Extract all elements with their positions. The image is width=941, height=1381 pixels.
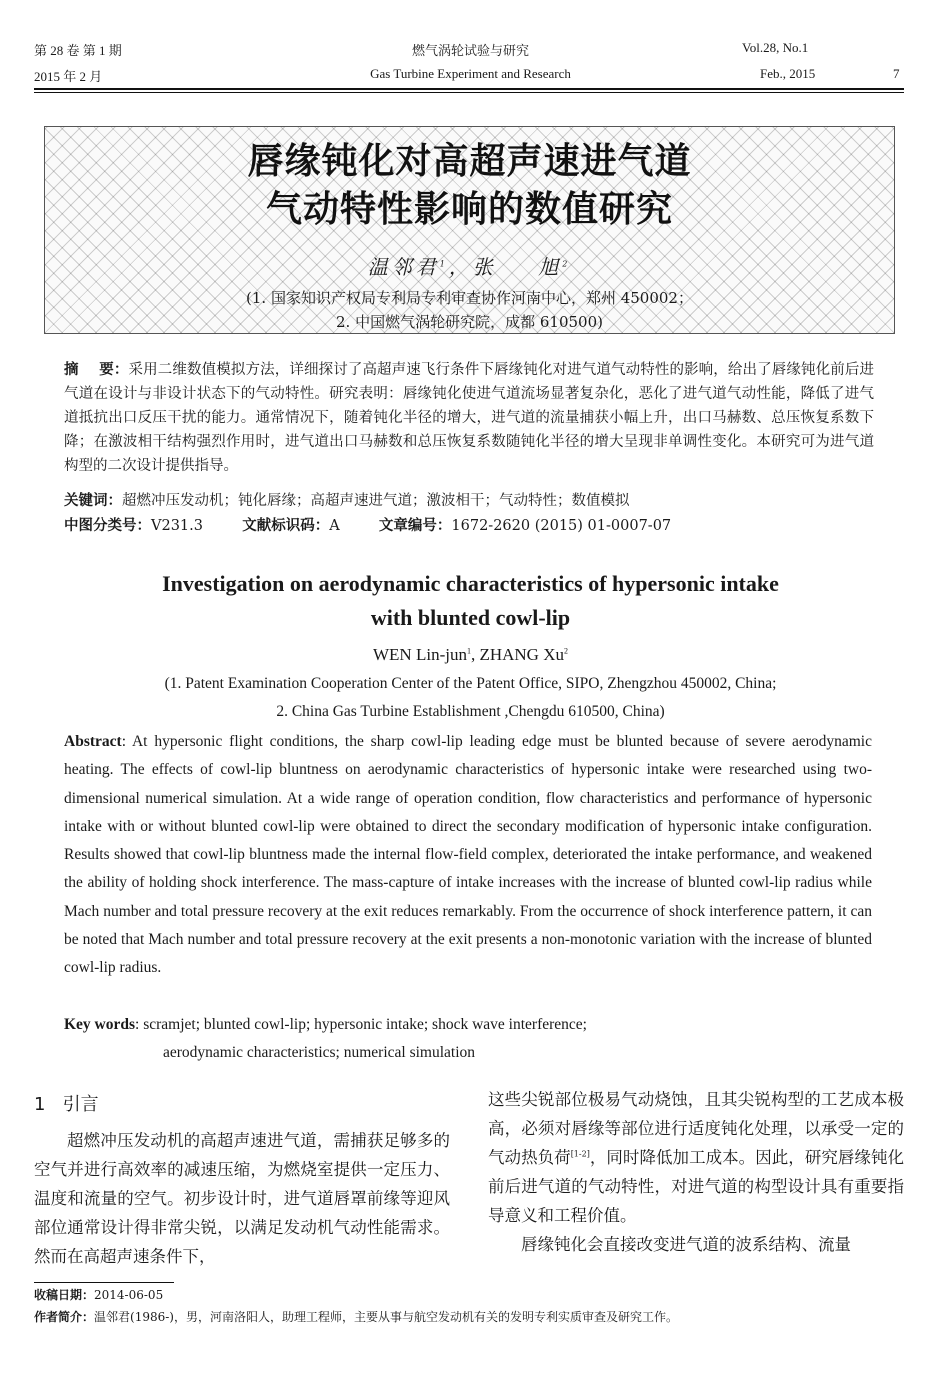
received-date: 收稿日期：2014-06-05 — [34, 1288, 164, 1302]
keywords-en-label: Key words — [64, 1016, 136, 1033]
keywords-en: Key words: scramjet; blunted cowl-lip; hypersonic intake; shock wave interference; — [64, 1016, 587, 1033]
author-bio: 作者简介：温邻君(1986-)，男，河南洛阳人，助理工程师，主要从事与航空发动机有关的发明专利实质审查及研究工作。 — [34, 1310, 678, 1324]
title-cn-line1: 唇缘钝化对高超声速进气道 — [247, 141, 692, 182]
date-cn: 2015 年 2 月 — [34, 69, 103, 84]
body-left-column: 超燃冲压发动机的高超声速进气道，需捕获足够多的空气并进行高效率的减速压缩，为燃烧室提供一定压力、温度和流量的空气。初步设计时，进气道唇罩前缘等迎风部位通常设计得非常尖锐，以满足发动机气动性能需求。然而在高超声速条件下， — [34, 1131, 450, 1266]
body-right-paragraph-2: 唇缘钝化会直接改变进气道的波系结构、流量 — [521, 1235, 851, 1254]
page-number: 7 — [893, 66, 900, 81]
footnote-rule — [34, 1282, 174, 1283]
abstract-en-label: Abstract — [64, 733, 122, 750]
keywords-en-line2: aerodynamic characteristics; numerical simulation — [163, 1044, 476, 1061]
body-right-column: 这些尖锐部位极易气动烧蚀，且其尖锐构型的工艺成本极高，必须对唇缘等部位进行适度钝化处理，以承受一定的气动热负荷[1-2]，同时降低加工成本。因此，研究唇缘钝化前后进气道的气动特性，对进气道的构型设计具有重要指导意义和工程价值。 唇缘钝化会直接改变进气道的波系结构、流量 — [488, 1085, 904, 1259]
section-heading: 1 引言 — [34, 1094, 99, 1115]
affiliation-cn-2: 2. 中国燃气涡轮研究院，成都 610500) — [336, 313, 603, 331]
volume-en: Vol.28, No.1 — [742, 40, 809, 55]
title-box — [44, 126, 895, 334]
authors-en: WEN Lin-jun$^1$, ZHANG Xu$^2$ — [373, 645, 568, 664]
affiliation-en-1: (1. Patent Examination Cooperation Center of the Patent Office, SIPO, Zhengzhou 450002, China; — [164, 675, 777, 692]
affiliation-en-2: 2. China Gas Turbine Establishment ,Chengdu 610500, China) — [276, 703, 665, 720]
affiliation-cn-1: (1. 国家知识产权局专利局专利审查协作河南中心，郑州 450002； — [246, 289, 693, 307]
header-rule — [34, 88, 904, 90]
date-en: Feb., 2015 — [760, 66, 816, 81]
authors-cn: 温邻君$^1$，张 旭$^2$ — [367, 255, 572, 279]
citation-ref: [1-2] — [570, 1149, 590, 1159]
volume-cn: 第 28 卷 第 1 期 — [34, 43, 122, 58]
header-rule-thin — [34, 92, 904, 93]
abstract-en: Abstract: At hypersonic flight conditions, the sharp cowl-lip leading edge must be blunted because of severe aerodynamic heating. The effects of cowl-lip bluntness on aerodynamic characteristics of hypersonic intake were researched using two-dimensional numerical simulation. At a wide range of operation condition, flow characteristics and performance of hypersonic intake with or without blunted cowl-lip were obtained to direct the secondary modification of hypersonic intake configuration. Results showed that cowl-lip bluntness made the internal flow-field complex, deteriorated the intake performance, and weakened the ability of holding shock interference. The mass-capture of intake increases with the increase of blunted cowl-lip radius while Mach number and total pressure recovery at the exit reduces remarkably. From the occurrence of shock interference pattern, it can be noted that Mach number and total pressure recovery at the exit presents a non-monotonic variation with the increase of blunted cowl-lip radius. — [64, 733, 872, 977]
title-en-line1: Investigation on aerodynamic characteristics of hypersonic intake — [162, 571, 779, 596]
journal-name-cn: 燃气涡轮试验与研究 — [411, 43, 529, 58]
journal-name-en: Gas Turbine Experiment and Research — [370, 66, 571, 81]
classification-info: 中图分类号：V231.3 文献标识码：A 文章编号：1672-2620 (2015) 01-0007-07 — [64, 517, 672, 534]
abstract-cn: 摘 要：采用二维数值模拟方法，详细探讨了高超声速飞行条件下唇缘钝化对进气道气动特性的影响，给出了唇缘钝化前后进气道在设计与非设计状态下的气动特性。研究表明：唇缘钝化使进气道流场显著复杂化，恶化了进气道气动性能，降低了进气道抵抗出口反压干扰的能力。通常情况下，随着钝化半径的增大，进气道的流量捕获小幅上升，出口马赫数、总压恢复系数下降；在激波相干结构强烈作用时，进气道出口马赫数和总压恢复系数随钝化半径的增大呈现非单调性变化。本研究可为进气道构型的二次设计提供指导。 — [64, 361, 874, 474]
keywords-cn: 关键词：超燃冲压发动机；钝化唇缘；高超声速进气道；激波相干；气动特性；数值模拟 — [64, 492, 630, 509]
title-cn-line2: 气动特性影响的数值研究 — [265, 189, 673, 230]
title-en-line2: with blunted cowl-lip — [370, 605, 571, 630]
abstract-cn-label: 摘 要： — [64, 361, 129, 378]
